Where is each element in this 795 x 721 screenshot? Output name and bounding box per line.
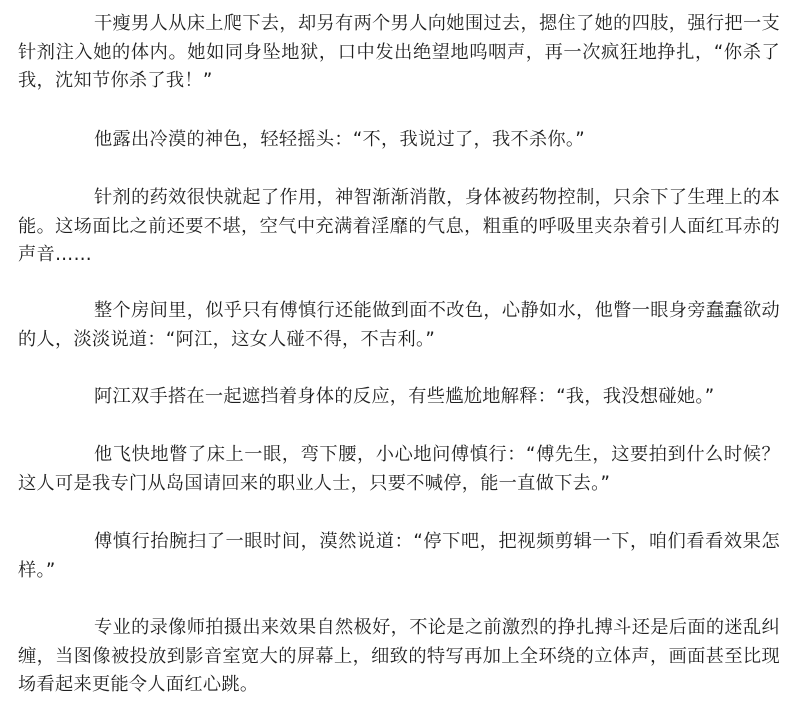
paragraph-2: 他露出冷漠的神色，轻轻摇头：“不，我说过了，我不杀你。” <box>94 129 586 150</box>
paragraph-8: 专业的录像师拍摄出来效果自然极好，不论是之前激烈的挣扎搏斗还是后面的迷乱纠缠，当图像被投放到影音室宽大的屏幕上，细致的特写再加上全环绕的立体声，画面甚至比现场看起来更能令人面红心跳。 <box>18 617 780 696</box>
paragraph-7: 傅慎行抬腕扫了一眼时间，漠然说道：“停下吧，把视频剪辑一下，咱们看看效果怎样。” <box>18 531 780 581</box>
paragraph-5: 阿江双手搭在一起遮挡着身体的反应，有些尴尬地解释：“我，我没想碰她。” <box>94 386 715 407</box>
paragraph-1: 干瘦男人从床上爬下去，却另有两个男人向她围过去，摁住了她的四肢，强行把一支针剂注入她的体内。她如同身坠地狱，口中发出绝望地呜咽声，再一次疯狂地挣扎，“你杀了我，沈知节你杀了我！” <box>18 13 780 92</box>
paragraph-4: 整个房间里，似乎只有傅慎行还能做到面不改色，心静如水，他瞥一眼身旁蠢蠢欲动的人，淡淡说道：“阿江，这女人碰不得，不吉利。” <box>18 300 780 350</box>
paragraph-3: 针剂的药效很快就起了作用，神智渐渐消散，身体被药物控制，只余下了生理上的本能。这场面比之前还要不堪，空气中充满着淫靡的气息，粗重的呼吸里夹杂着引人面红耳赤的声音…… <box>18 187 780 266</box>
paragraph-6: 他飞快地瞥了床上一眼，弯下腰，小心地问傅慎行：“傅先生，这要拍到什么时候？这人可是我专门从岛国请回来的职业人士，只要不喊停，能一直做下去。” <box>18 444 780 494</box>
